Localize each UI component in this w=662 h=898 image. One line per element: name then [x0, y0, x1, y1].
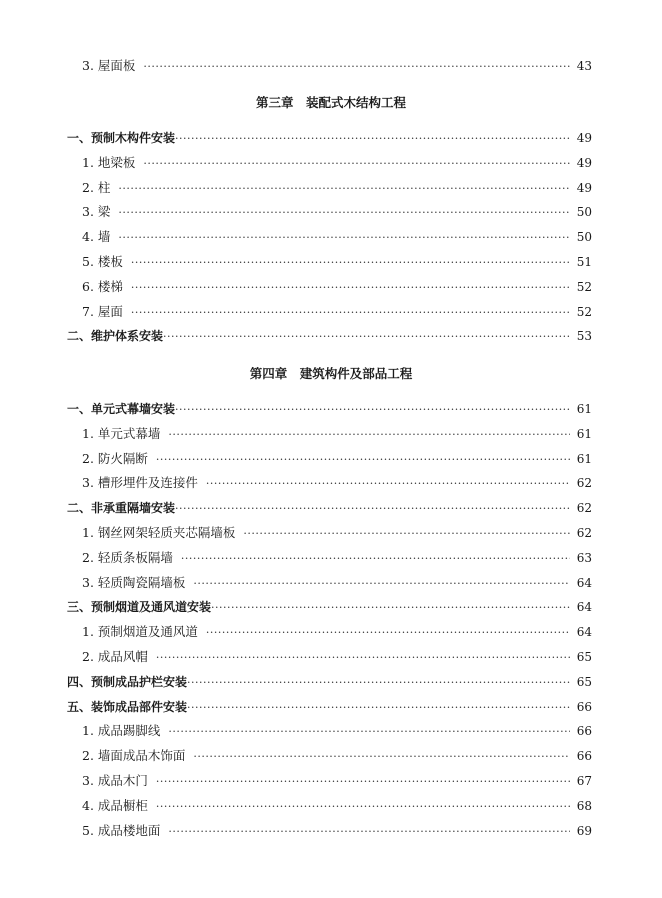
toc-entry[interactable] — [0, 153, 592, 173]
toc-entry-page: 66 — [576, 724, 592, 738]
toc-entry-page: 67 — [576, 774, 592, 788]
dot-leader — [131, 303, 570, 323]
toc-entry[interactable] — [0, 56, 592, 76]
dot-leader — [243, 524, 570, 544]
toc-entry[interactable] — [0, 622, 592, 642]
dot-leader — [168, 822, 570, 842]
toc-entry-page: 64 — [576, 625, 592, 639]
toc-section[interactable] — [0, 326, 592, 346]
dot-leader — [168, 722, 570, 742]
toc-entry[interactable] — [0, 473, 592, 493]
toc-entry-label: 3. 梁 — [82, 204, 111, 219]
toc-entry-label: 2. 柱 — [82, 180, 111, 195]
toc-section-page: 53 — [576, 329, 592, 343]
toc-entry[interactable] — [0, 449, 592, 469]
dot-leader — [175, 129, 570, 149]
toc-entry-page: 64 — [576, 576, 592, 590]
toc-entry[interactable] — [0, 771, 592, 791]
toc-entry-label: 7. 屋面 — [82, 304, 123, 319]
toc-entry-label: 4. 墙 — [82, 229, 111, 244]
toc-entry[interactable] — [0, 647, 592, 667]
toc-section-page: 62 — [576, 501, 592, 515]
dot-leader — [156, 772, 570, 792]
dot-leader — [118, 228, 570, 248]
toc-entry-label: 1. 预制烟道及通风道 — [82, 624, 198, 639]
dot-leader — [143, 154, 570, 174]
toc-entry[interactable] — [0, 573, 592, 593]
toc-section[interactable] — [0, 597, 592, 617]
dot-leader — [175, 400, 570, 420]
chapter-heading: 第三章 装配式木结构工程 — [255, 95, 406, 110]
toc-entry-label: 2. 轻质条板隔墙 — [82, 550, 173, 565]
dot-leader — [187, 698, 570, 718]
toc-section-page: 66 — [576, 700, 592, 714]
toc-entry[interactable] — [0, 721, 592, 741]
toc-entry-page: 65 — [576, 650, 592, 664]
toc-section-label: 四、预制成品护栏安装 — [67, 675, 188, 689]
toc-entry-label: 3. 屋面板 — [82, 58, 136, 73]
toc-entry-label: 1. 单元式幕墙 — [82, 426, 161, 441]
toc-entry-page: 68 — [576, 799, 592, 813]
toc-entry-page: 63 — [576, 551, 592, 565]
dot-leader — [206, 474, 570, 494]
toc-entry-label: 4. 成品橱柜 — [82, 798, 148, 813]
toc-entry-page: 43 — [576, 59, 592, 73]
toc-entry[interactable] — [0, 796, 592, 816]
toc-entry-page: 52 — [576, 280, 592, 294]
toc-entry[interactable] — [0, 424, 592, 444]
toc-entry-page: 66 — [576, 749, 592, 763]
dot-leader — [156, 797, 570, 817]
toc-section-page: 61 — [576, 402, 592, 416]
toc-section[interactable] — [0, 399, 592, 419]
toc-section-label: 一、单元式幕墙安装 — [67, 402, 176, 416]
chapter-heading: 第四章 建筑构件及部品工程 — [249, 366, 413, 381]
dot-leader — [211, 598, 570, 618]
dot-leader — [187, 673, 570, 693]
toc-section[interactable] — [0, 128, 592, 148]
toc-entry[interactable] — [0, 523, 592, 543]
toc-section-label: 二、维护体系安装 — [67, 329, 164, 343]
toc-section-label: 五、装饰成品部件安装 — [67, 700, 188, 714]
toc-entry-page: 49 — [576, 156, 592, 170]
toc-section-page: 64 — [576, 600, 592, 614]
dot-leader — [156, 648, 570, 668]
dot-leader — [168, 425, 570, 445]
toc-entry-page: 52 — [576, 305, 592, 319]
toc-entry-label: 6. 楼梯 — [82, 279, 123, 294]
toc-entry[interactable] — [0, 821, 592, 841]
dot-leader — [131, 278, 570, 298]
toc-entry[interactable] — [0, 202, 592, 222]
dot-leader — [118, 203, 570, 223]
toc-section[interactable] — [0, 697, 592, 717]
toc-section-label: 三、预制烟道及通风道安装 — [67, 600, 212, 614]
toc-section-label: 二、非承重隔墙安装 — [67, 501, 176, 515]
dot-leader — [118, 179, 570, 199]
toc-entry-label: 2. 墙面成品木饰面 — [82, 748, 186, 763]
toc-entry-page: 49 — [576, 181, 592, 195]
dot-leader — [156, 450, 570, 470]
toc-entry-page: 69 — [576, 824, 592, 838]
toc-entry-label: 1. 钢丝网架轻质夹芯隔墙板 — [82, 525, 236, 540]
dot-leader — [193, 574, 570, 594]
toc-entry-label: 5. 楼板 — [82, 254, 123, 269]
dot-leader — [131, 253, 570, 273]
toc-section[interactable] — [0, 498, 592, 518]
dot-leader — [206, 623, 570, 643]
toc-section-page: 65 — [576, 675, 592, 689]
toc-entry[interactable] — [0, 227, 592, 247]
toc-entry-page: 50 — [576, 205, 592, 219]
toc-entry[interactable] — [0, 302, 592, 322]
toc-entry-label: 3. 成品木门 — [82, 773, 148, 788]
toc-entry-label: 1. 成品踢脚线 — [82, 723, 161, 738]
toc-entry-label: 2. 防火隔断 — [82, 451, 148, 466]
toc-entry-label: 2. 成品风帽 — [82, 649, 148, 664]
toc-entry-page: 61 — [576, 427, 592, 441]
dot-leader — [143, 57, 570, 77]
toc-entry[interactable] — [0, 178, 592, 198]
toc-entry-label: 1. 地梁板 — [82, 155, 136, 170]
dot-leader — [193, 747, 570, 767]
toc-entry-page: 62 — [576, 476, 592, 490]
toc-entry[interactable] — [0, 277, 592, 297]
dot-leader — [175, 499, 570, 519]
toc-entry[interactable] — [0, 746, 592, 766]
toc-entry-page: 51 — [576, 255, 592, 269]
toc-section-label: 一、预制木构件安装 — [67, 131, 176, 145]
toc-entry[interactable] — [0, 252, 592, 272]
dot-leader — [163, 327, 570, 347]
toc-entry[interactable] — [0, 548, 592, 568]
toc-entry-label: 5. 成品楼地面 — [82, 823, 161, 838]
toc-entry-label: 3. 轻质陶瓷隔墙板 — [82, 575, 186, 590]
toc-section-page: 49 — [576, 131, 592, 145]
toc-entry-page: 50 — [576, 230, 592, 244]
dot-leader — [181, 549, 570, 569]
toc-entry-page: 62 — [576, 526, 592, 540]
toc-section[interactable] — [0, 672, 592, 692]
toc-entry-page: 61 — [576, 452, 592, 466]
toc-entry-label: 3. 槽形埋件及连接件 — [82, 475, 198, 490]
